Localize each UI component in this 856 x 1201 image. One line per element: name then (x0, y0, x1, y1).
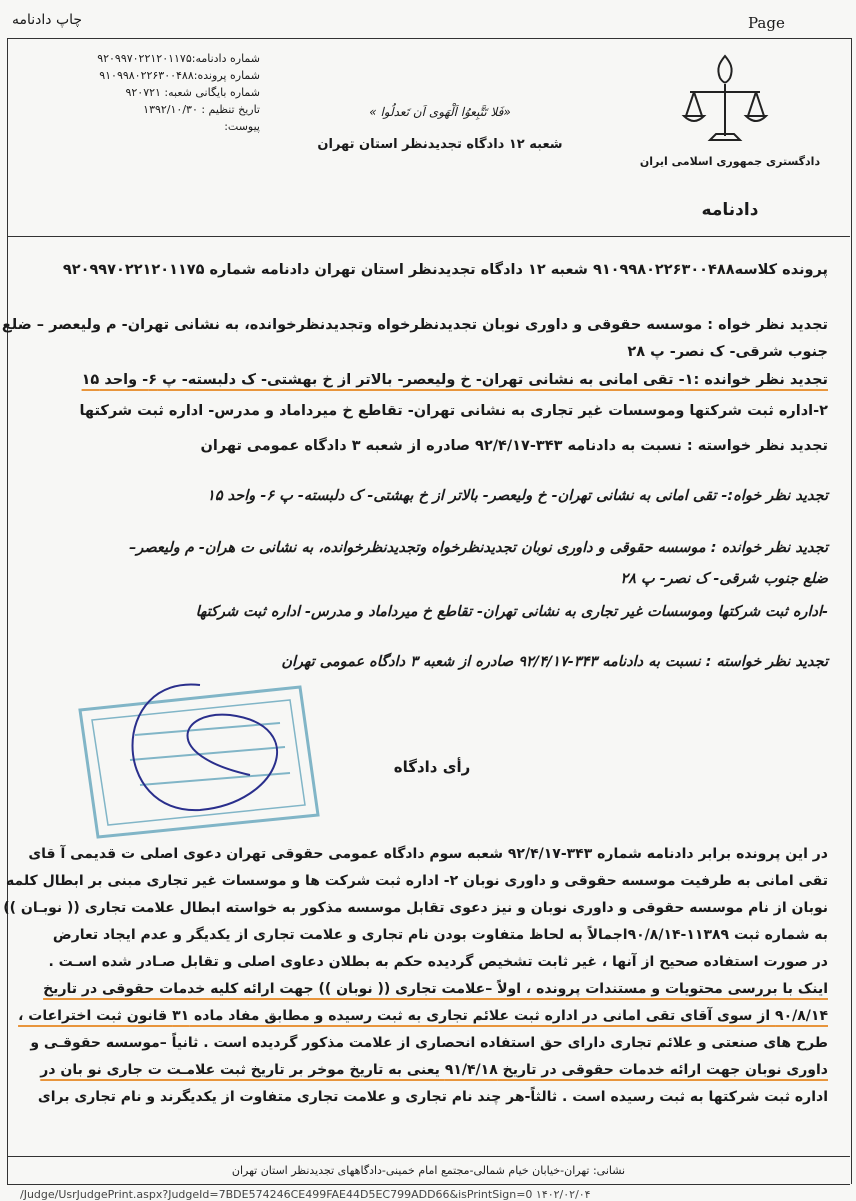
footer-address: نشانی: تهران-خیابان خیام شمالی-مجتمع امام خمینی-دادگاههای تجدیدنظر استان تهران (7, 1156, 850, 1185)
ruling-line: نوبان از نام موسسه حقوقی و داوری نوبان و نیز دعوی تقابل موسسه مذکور به خواسته ابطال علامت تجاری (( نوبـان )) (3, 900, 828, 916)
branch-name: شعبه ۱۲ دادگاه تجدیدنظر استان تهران (317, 137, 563, 152)
justice-scales-icon (680, 48, 770, 148)
ruling-line (12, 976, 828, 1003)
ruling-line: طرح های صنعتی و علائم تجاری دارای حق استفاده انحصاری از علامت مذکور گردیده است . ثانیاً –موسسه حقوقـی و (30, 1035, 828, 1051)
print-title: چاپ دادنامه (12, 12, 83, 28)
handwritten-respondent-line: تجدید نظر خوانده : موسسه حقوقی و داوری نوبان تجدیدنظرخواه وتجدیدنظرخوانده، به نشانی ت هران- م ولیعصر– (129, 540, 828, 556)
judiciary-name: دادگستری جمهوری اسلامی ایران (639, 155, 821, 168)
respondent-text: تجدید نظر خوانده :۱- تقی امانی به نشانی تهران- خ ولیعصر- بالاتر از خ بهشتی- ک دلبسته- پ ۶- واحد ۱۵ (81, 372, 828, 388)
ruling-line-text: اینک با بررسی محتویات و مستندات پرونده ، اولاً –علامت تجاری (( نوبان )) جهت ارائه کلیه خدمات حقوقی در تاریخ (43, 981, 828, 997)
ruling-title: رأی دادگاه (393, 758, 471, 776)
respondent-line (18, 372, 828, 388)
ruling-line (12, 1057, 828, 1084)
handwritten-address-line: ضلع جنوب شرقی- ک نصر- پ ۲۸ (620, 571, 828, 587)
page-label: Page (748, 14, 785, 32)
ruling-line: به شماره ثبت ۱۱۳۸۹-۹۰/۸/۱۴اجمالاً به لحاظ متفاوت بودن نام تجاری و علامت تجاری از یکدیگر و عدم ایجاد تعارض (52, 927, 828, 943)
ruling-line: در این پرونده برابر دادنامه شماره ۳۴۳-۹۲/۴/۱۷ شعبه سوم دادگاه عمومی حقوقی تهران دعوی اصلی ت قدیمی آ قای (28, 846, 828, 862)
ruling-line: تقی امانی به طرفیت موسسه حقوقی و داوری نوبان ۲- اداره ثبت شرکت ها و موسسات غیر تجاری مبنی بر ابطال کلمه (5, 873, 828, 889)
print-url[interactable]: /Judge/UsrJudgePrint.aspx?JudgeId=7BDE574246CE499FAE44D5EC799ADD66&isPrintSign=0 ۱۴۰۲/۰۲/۰۴ (20, 1188, 591, 1201)
ruling-line-text: داوری نوبان جهت ارائه خدمات حقوقی در تاریخ ۹۱/۴/۱۸ یعنی به تاریخ موخر بر تاریخ ثبت علامـت ت جاری نو بان در (40, 1062, 828, 1078)
appellant-line: تجدید نظر خواه : موسسه حقوقی و داوری نوبان تجدیدنظرخواه وتجدیدنظرخوانده، به نشانی تهران- م ولیعصر – ضلع (1, 317, 828, 333)
case-file-line: پرونده کلاسه۹۱۰۹۹۸۰۲۲۶۳۰۰۴۸۸ شعبه ۱۲ دادگاه تجدیدنظر استان تهران دادنامه شماره ۹۲۰۹۹۷۰۲۲۱۲۰۱۱۷۵ (62, 262, 828, 278)
respondent-2-line: ۲-اداره ثبت شرکتها وموسسات غیر تجاری به نشانی تهران- تقاطع خ میرداماد و مدرس- اداره ثبت شرکتها (79, 403, 828, 419)
ruling-line: اداره ثبت شرکتها به ثبت رسیده است . ثالثاً-هر چند نام تجاری و علامت تجاری متفاوت از یکدیگرند و نام تجاری برای (37, 1089, 828, 1105)
archive-number: شماره بایگانی شعبه: ۹۲۰۷۲۱ (125, 86, 260, 99)
handwritten-registry-line: -اداره ثبت شرکتها وموسسات غیر تجاری به نشانی تهران- تقاطع خ میرداماد و مدرس- اداره ثبت شرکتها (195, 604, 828, 620)
ruling-line (12, 1003, 828, 1030)
ruling-body (3, 841, 828, 1111)
attachment-label: پیوست: (224, 120, 260, 133)
court-heading (300, 105, 580, 152)
ruling-line-text: ۹۰/۸/۱۴ از سوی آقای تقی امانی در اداره ثبت علائم تجاری به ثبت رسیده و مطابق مفاد ماده ۳۱ قانون ثبت اختراعات ، (18, 1008, 828, 1024)
document-heading: دادنامه (701, 200, 759, 220)
case-meta (20, 50, 260, 135)
ruling-line: در صورت استفاده صحیح از آنها ، غیر ثابت تشخیص گردیده حکم به بطلان دعاوی اصلی و تقابل صـادر شده اسـت . (48, 954, 828, 970)
handwritten-appellant-line: تجدید نظر خواه:- تقی امانی به نشانی تهران- خ ولیعصر- بالاتر از خ بهشتی- ک دلبسته- پ ۶- واحد ۱۵ (207, 488, 828, 504)
verdict-number: شماره دادنامه:۹۲۰۹۹۷۰۲۲۱۲۰۱۱۷۵ (97, 52, 260, 65)
verse: «فَلا تَتَّبِعوُا اَلْهَوی اَن تَعدلُوا » (369, 105, 511, 119)
subject-line: تجدید نظر خواسته : نسبت به دادنامه ۳۴۳-۹۲/۴/۱۷ صادره از شعبه ۳ دادگاه عمومی تهران (200, 438, 828, 454)
case-number: شماره پرونده:۹۱۰۹۹۸۰۲۲۶۳۰۰۴۸۸ (99, 69, 260, 82)
handwritten-subject-line: تجدید نظر خواسته : نسبت به دادنامه ۳۴۳-۹۲/۴/۱۷ صادره از شعبه ۳ دادگاه عمومی تهران (281, 654, 828, 670)
appellant-address-line: جنوب شرقی- ک نصر- پ ۲۸ (627, 344, 828, 360)
issue-date: تاریخ تنظیم : ۱۳۹۲/۱۰/۳۰ (143, 103, 260, 116)
